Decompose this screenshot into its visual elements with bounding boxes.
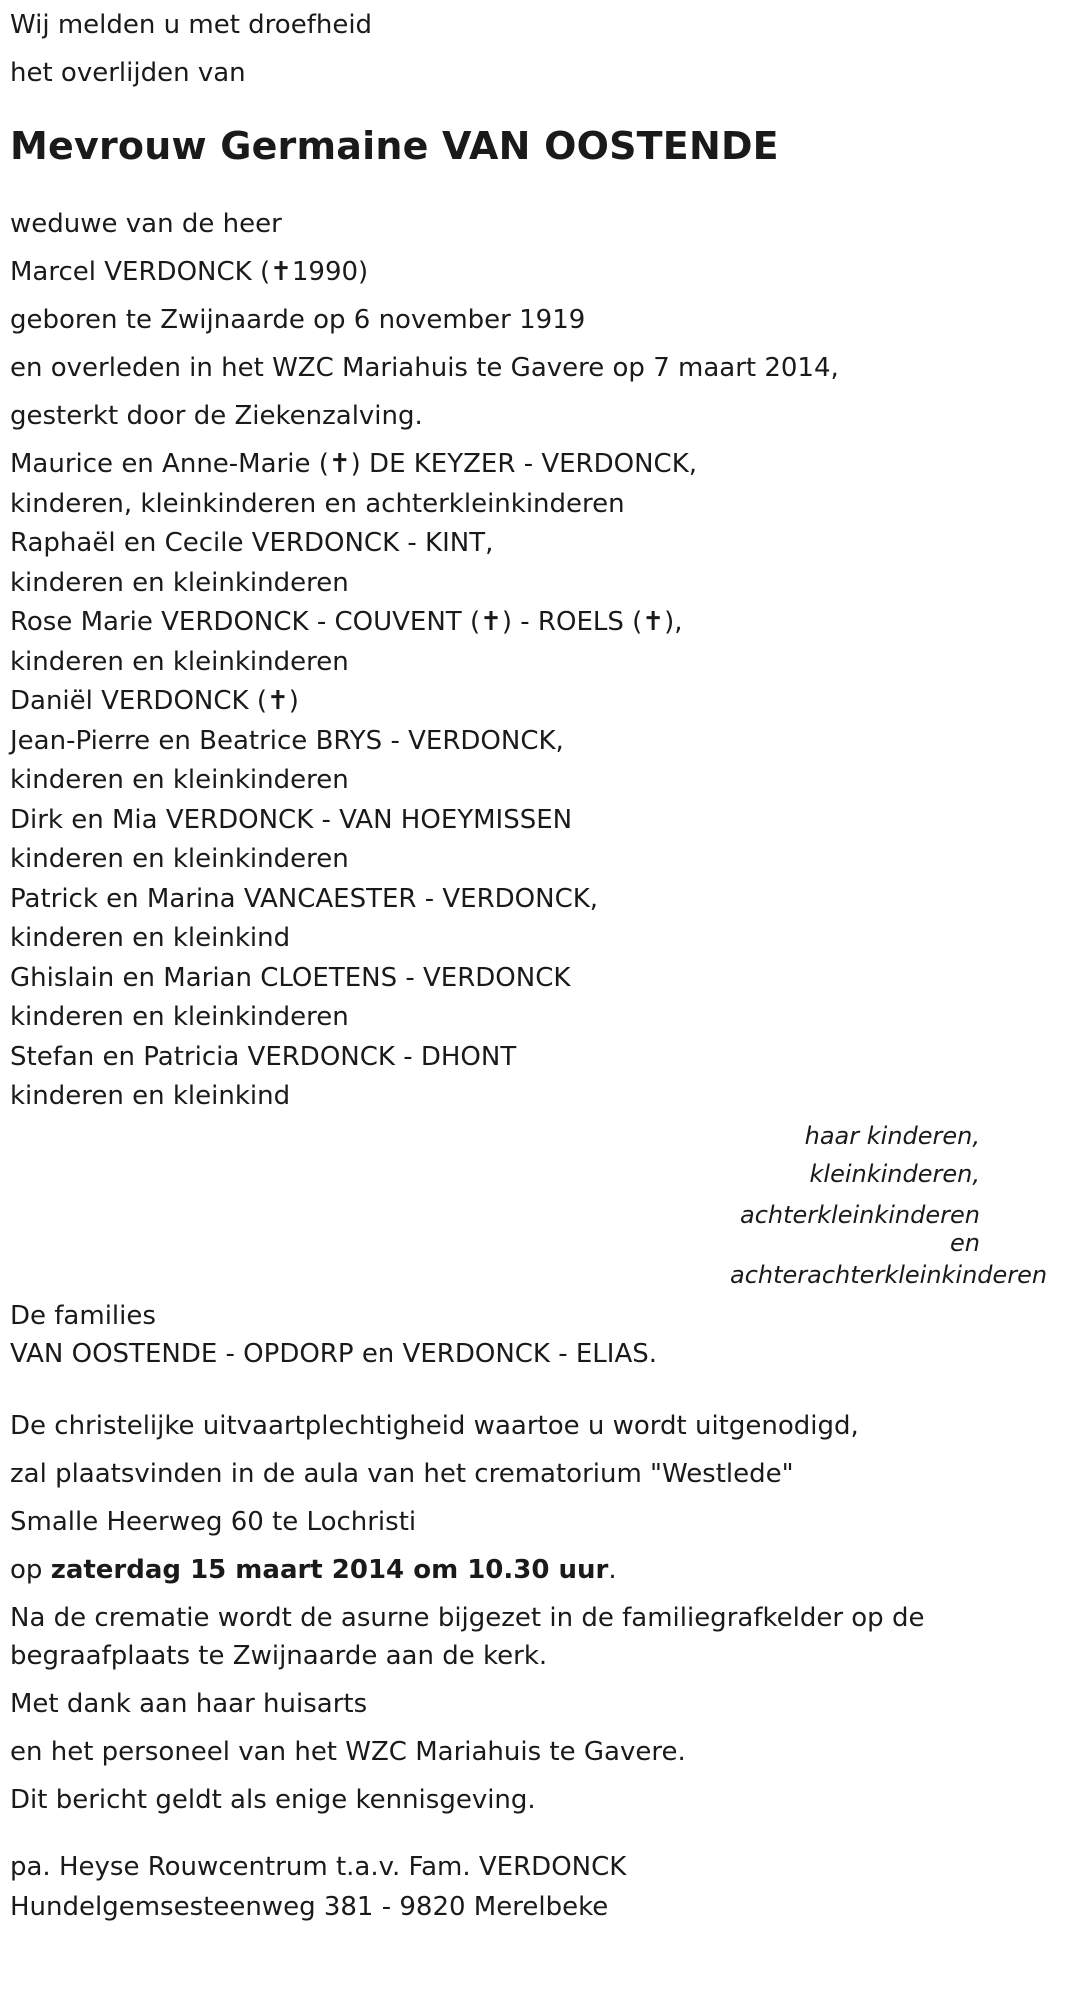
sacrament-line: gesterkt door de Ziekenzalving. (10, 401, 423, 431)
spouse-line: Marcel VERDONCK (✝1990) (10, 257, 369, 287)
grandchildren-line-5: achterachterkleinkinderen (730, 1260, 1048, 1289)
ceremony-line-7: en het personeel van het WZC Mariahuis te Gavere. (10, 1736, 686, 1767)
grandchildren-line-1: haar kinderen, (804, 1121, 980, 1150)
ceremony-date-line (10, 1551, 1060, 1589)
grandchildren-line-4: en (950, 1228, 980, 1257)
ceremony-date-suffix: . (608, 1554, 617, 1585)
ceremony-line-6: Met dank aan haar huisarts (10, 1688, 368, 1719)
family-line: kinderen en kleinkinderen (10, 844, 349, 874)
grandchildren-line-2: kleinkinderen, (809, 1159, 980, 1188)
died-line: en overleden in het WZC Mariahuis te Gavere op 7 maart 2014, (10, 353, 839, 383)
ceremony-line-3: Smalle Heerweg 60 te Lochristi (10, 1506, 417, 1537)
ceremony-line-8: Dit bericht geldt als enige kennisgeving. (10, 1784, 536, 1815)
footer-line-1: pa. Heyse Rouwcentrum t.a.v. Fam. VERDONCK (10, 1851, 627, 1882)
intro-section (10, 0, 1060, 92)
family-line: kinderen en kleinkind (10, 1081, 291, 1111)
family-line: Daniël VERDONCK (✝) (10, 686, 299, 716)
grandchildren-line-3: achterkleinkinderen (740, 1200, 980, 1229)
ceremony-date: zaterdag 15 maart 2014 om 10.30 uur (50, 1554, 609, 1585)
grandchildren-block (730, 1117, 1060, 1295)
family-line: kinderen en kleinkinderen (10, 646, 349, 677)
family-line: kinderen en kleinkind (10, 923, 291, 953)
born-line: geboren te Zwijnaarde op 6 november 1919 (10, 305, 586, 335)
ceremony-line-2: zal plaatsvinden in de aula van het crematorium "Westlede" (10, 1458, 794, 1489)
details-section (10, 205, 1060, 435)
ceremony-line-1: De christelijke uitvaartplechtigheid waartoe u wordt uitgenodigd, (10, 1410, 859, 1441)
family-line: kinderen en kleinkinderen (10, 765, 349, 795)
family-line: Dirk en Mia VERDONCK - VAN HOEYMISSEN (10, 804, 573, 835)
ceremony-line-5: Na de crematie wordt de asurne bijgezet in de familiegrafkelder op de begraafplaats te Zwijnaarde aan de kerk. (10, 1602, 925, 1671)
families-line-2: VAN OOSTENDE - OPDORP en VERDONCK - ELIAS. (10, 1338, 658, 1369)
family-line: Ghislain en Marian CLOETENS - VERDONCK (10, 962, 571, 993)
families-section (10, 1297, 1060, 1373)
family-line: Jean-Pierre en Beatrice BRYS - VERDONCK, (10, 725, 564, 756)
intro-line-2: het overlijden van (10, 58, 246, 88)
family-line: Raphaël en Cecile VERDONCK - KINT, (10, 528, 494, 558)
families-line-1: De families (10, 1300, 156, 1331)
family-line: Rose Marie VERDONCK - COUVENT (✝) - ROELS (✝), (10, 607, 683, 637)
widow-of-line: weduwe van de heer (10, 209, 282, 239)
family-line: Patrick en Marina VANCAESTER - VERDONCK, (10, 883, 599, 914)
deceased-name: Mevrouw Germaine VAN OOSTENDE (10, 124, 779, 168)
ceremony-section (10, 1407, 1060, 1819)
family-line: Maurice en Anne-Marie (✝) DE KEYZER - VERDONCK, (10, 449, 698, 479)
intro-line-1: Wij melden u met droefheid (10, 10, 373, 40)
footer-line-2: Hundelgemsesteenweg 381 - 9820 Merelbeke (10, 1891, 609, 1922)
family-list (10, 445, 1060, 1117)
family-line: Stefan en Patricia VERDONCK - DHONT (10, 1041, 517, 1072)
footer-section (10, 1847, 1060, 1927)
family-line: kinderen, kleinkinderen en achterkleinkinderen (10, 488, 625, 519)
ceremony-date-prefix: op (10, 1554, 51, 1585)
obituary-document (10, 0, 1060, 1927)
family-line: kinderen en kleinkinderen (10, 1002, 349, 1032)
family-line: kinderen en kleinkinderen (10, 567, 349, 598)
